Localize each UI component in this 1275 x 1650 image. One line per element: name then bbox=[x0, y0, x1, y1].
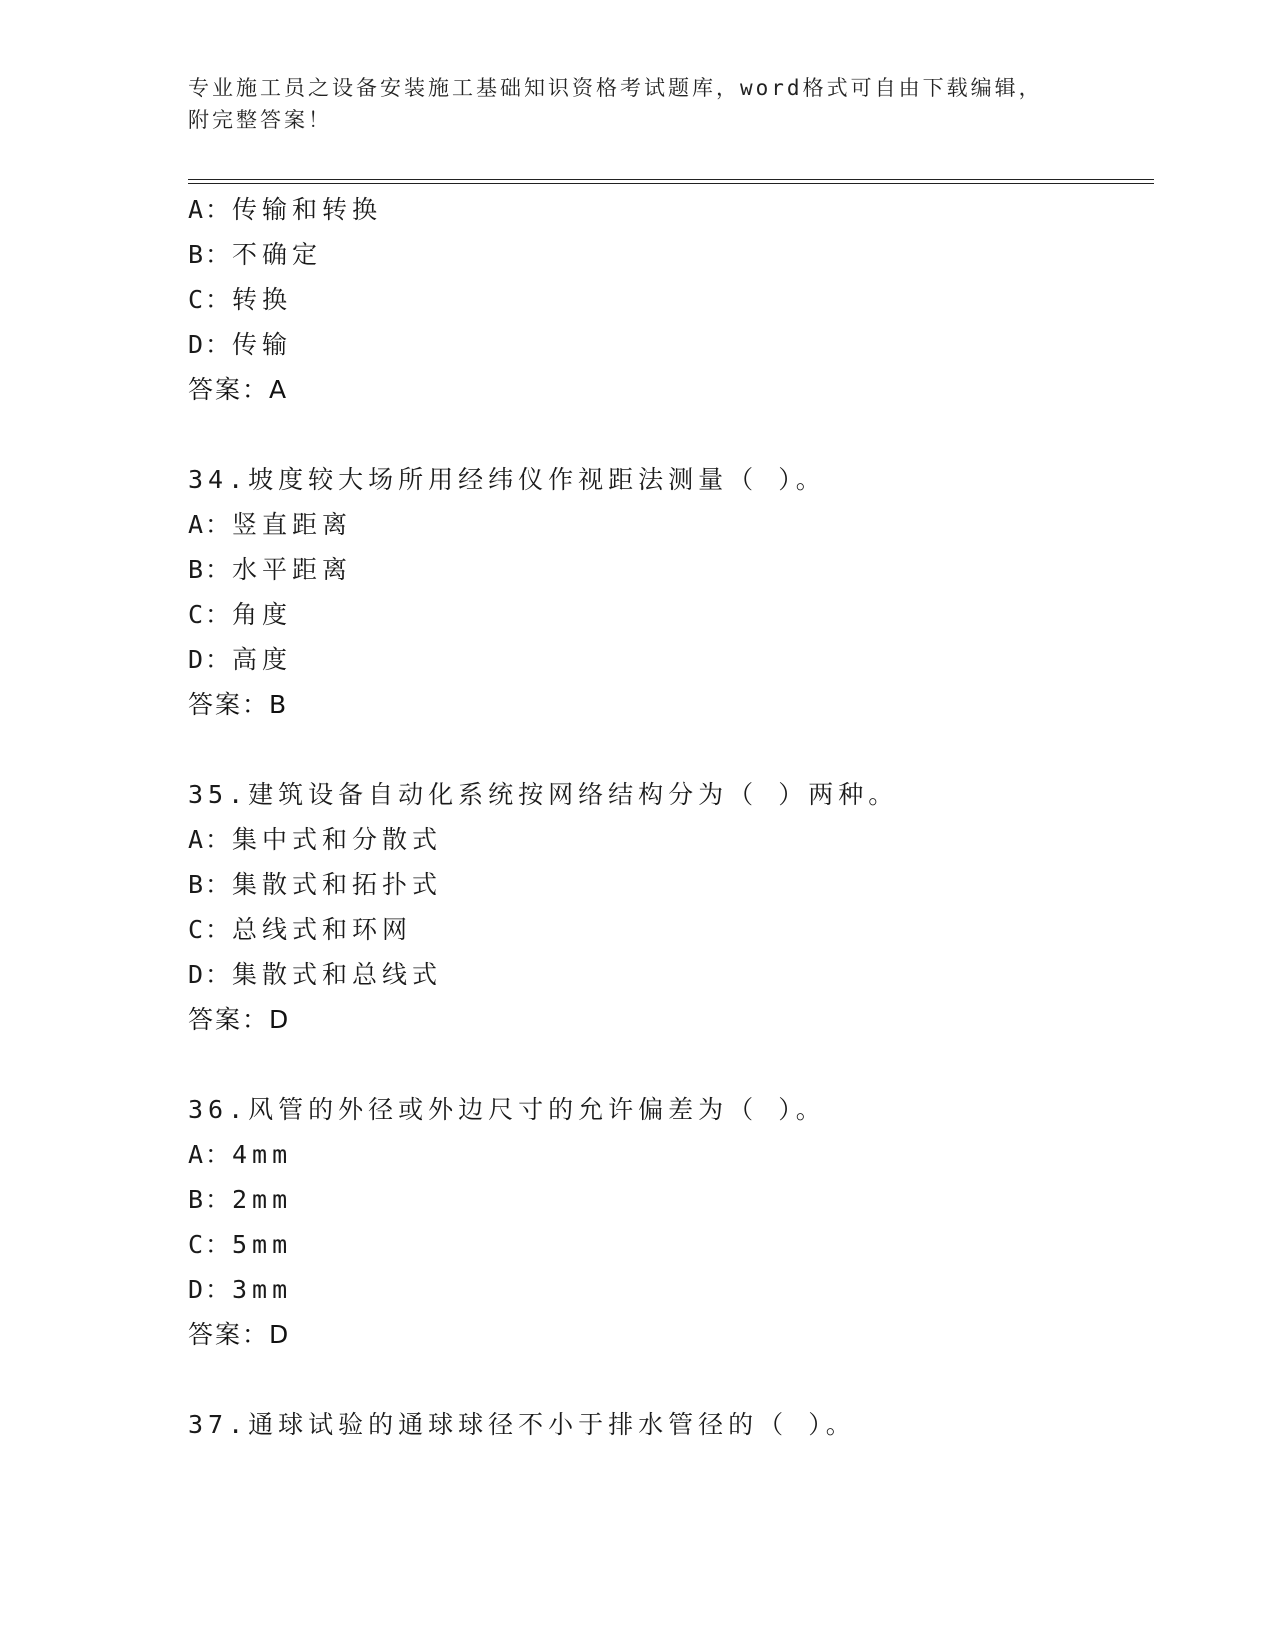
q34-option-b bbox=[188, 555, 352, 585]
option-text: 竖直距离 bbox=[232, 510, 353, 539]
option-key: D： bbox=[188, 1275, 233, 1304]
option-text: 5mm bbox=[232, 1230, 293, 1259]
option-key: B： bbox=[188, 240, 233, 269]
q34-answer: 答案：B bbox=[188, 690, 289, 719]
q36-option-b bbox=[188, 1185, 292, 1215]
option-text: 角度 bbox=[232, 600, 293, 629]
q36-question: 36.风管的外径或外边尺寸的允许偏差为（ ）。 bbox=[188, 1095, 826, 1124]
option-text: 传输和转换 bbox=[232, 195, 383, 224]
q35-option-a bbox=[188, 825, 442, 855]
q36-option-c bbox=[188, 1230, 292, 1260]
option-key: C： bbox=[188, 600, 233, 629]
header-line-2: 附完整答案！ bbox=[188, 108, 332, 132]
header-rule-top bbox=[188, 179, 1154, 180]
q35-option-b bbox=[188, 870, 442, 900]
q34-question: 34.坡度较大场所用经纬仪作视距法测量（ ）。 bbox=[188, 465, 826, 494]
option-text: 2mm bbox=[232, 1185, 293, 1214]
option-key: B： bbox=[188, 1185, 233, 1214]
option-key: A： bbox=[188, 195, 233, 224]
q34-option-c bbox=[188, 600, 292, 630]
option-text: 集中式和分散式 bbox=[232, 825, 443, 854]
header-line-1: 专业施工员之设备安装施工基础知识资格考试题库，word格式可自由下载编辑， bbox=[188, 76, 1043, 100]
option-key: D： bbox=[188, 330, 233, 359]
option-key: A： bbox=[188, 825, 233, 854]
q33-option-b bbox=[188, 240, 322, 270]
option-key: C： bbox=[188, 915, 233, 944]
q33-answer: 答案：A bbox=[188, 375, 289, 404]
q35-answer: 答案：D bbox=[188, 1005, 291, 1034]
q37-question: 37.通球试验的通球球径不小于排水管径的（ ）。 bbox=[188, 1410, 856, 1439]
option-text: 总线式和环网 bbox=[232, 915, 413, 944]
option-text: 集散式和总线式 bbox=[232, 960, 443, 989]
option-text: 不确定 bbox=[232, 240, 323, 269]
option-text: 高度 bbox=[232, 645, 293, 674]
q36-option-a bbox=[188, 1140, 292, 1170]
option-text: 传输 bbox=[232, 330, 293, 359]
q34-option-a bbox=[188, 510, 352, 540]
option-key: B： bbox=[188, 555, 233, 584]
q34-option-d bbox=[188, 645, 292, 675]
option-text: 3mm bbox=[232, 1275, 293, 1304]
document-header bbox=[188, 72, 1088, 136]
q33-option-d bbox=[188, 330, 292, 360]
q36-option-d bbox=[188, 1275, 292, 1305]
option-text: 转换 bbox=[232, 285, 293, 314]
header-rule-bottom bbox=[188, 183, 1154, 184]
q35-option-d bbox=[188, 960, 442, 990]
option-text: 集散式和拓扑式 bbox=[232, 870, 443, 899]
option-key: C： bbox=[188, 1230, 233, 1259]
option-key: D： bbox=[188, 645, 233, 674]
option-text: 水平距离 bbox=[232, 555, 353, 584]
q35-option-c bbox=[188, 915, 412, 945]
option-key: D： bbox=[188, 960, 233, 989]
option-key: C： bbox=[188, 285, 233, 314]
option-key: A： bbox=[188, 1140, 233, 1169]
q33-option-c bbox=[188, 285, 292, 315]
option-text: 4mm bbox=[232, 1140, 293, 1169]
q36-answer: 答案：D bbox=[188, 1320, 291, 1349]
q35-question: 35.建筑设备自动化系统按网络结构分为（ ）两种。 bbox=[188, 780, 899, 809]
option-key: A： bbox=[188, 510, 233, 539]
option-key: B： bbox=[188, 870, 233, 899]
q33-option-a bbox=[188, 195, 382, 225]
